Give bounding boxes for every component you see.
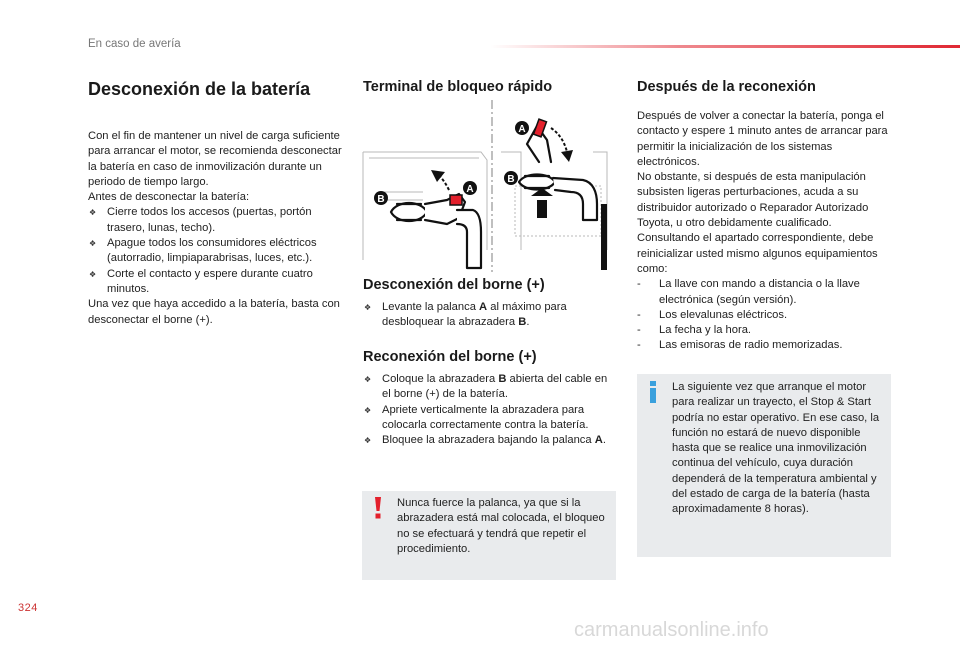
label-b-right: B: [507, 174, 515, 185]
info-text: La siguiente vez que arranque el motor para realizar un trayecto, el Stop & Start podría no estar operativo. En ese caso, la función no estará de nuevo disponible hasta que se realice una inmovilización continua del vehículo, cuya duración dependerá de la temperatura ambiental y del estado de carga de la batería (hasta aproximadamente 8 horas).: [672, 381, 880, 516]
page-number: 324: [18, 602, 38, 614]
list-item: [363, 372, 613, 403]
clamp-b-ref: B: [498, 373, 507, 385]
reinitialize-list: [637, 277, 894, 353]
paragraph: Consultando el apartado correspondiente, debe reinicializar usted mismo algunos equipamientos como:: [637, 232, 878, 275]
paragraph: Después de volver a conectar la batería, ponga el contacto y espere 1 minuto antes de arrancar para permitir la inicialización de los sistemas electrónicos.: [637, 110, 888, 168]
disconnect-steps: [363, 300, 613, 331]
reconnect-steps: [363, 372, 613, 448]
section-title: En caso de avería: [88, 38, 181, 50]
info-icon: [645, 380, 661, 404]
list-item: ❖ Apriete verticalmente la abrazadera para colocarla correctamente contra la batería.: [363, 403, 613, 434]
step-text: .: [602, 434, 606, 447]
label-a-left: A: [466, 184, 474, 195]
list-item: [363, 433, 613, 448]
terminal-title: Terminal de bloqueo rápido: [363, 79, 553, 95]
step-text: Bloquee la abrazadera bajando la palanca: [382, 434, 595, 447]
step-text: abierta del cable en el borne (+) de la batería.: [382, 373, 608, 401]
step-text: al máximo para desbloquear la abrazadera: [382, 301, 567, 329]
reconnect-title: Reconexión del borne (+): [363, 349, 537, 365]
list-item: ❖ Corte el contacto y espere durante cuatro minutos.: [88, 267, 350, 298]
after-reconnect-title: Después de la reconexión: [637, 79, 816, 95]
list-item: ❖ Apague todos los consumidores eléctricos (autorradio, limpiaparabrisas, luces, etc.).: [88, 236, 350, 267]
step-text: Coloque la abrazadera: [382, 373, 499, 385]
list-item: - La llave con mando a distancia o la llave electrónica (según versión).: [637, 277, 894, 308]
info-box: [637, 374, 891, 557]
header-rule: [490, 45, 960, 48]
list-item: [363, 300, 613, 331]
disconnect-title: Desconexión del borne (+): [363, 277, 545, 293]
watermark: carmanualsonline.info: [574, 619, 769, 641]
preparation-steps: [88, 205, 350, 297]
before-label: Antes de desconectar la batería:: [88, 191, 250, 204]
step-text: .: [526, 316, 530, 329]
main-title: Desconexión de la batería: [88, 79, 311, 99]
paragraph: No obstante, si después de esta manipulación subsisten ligeras perturbaciones, acuda a su distribuidor autorizado o Reparador Autorizado Toyota, u otro debidamente cualificado.: [637, 171, 869, 230]
lever-a-ref: A: [479, 301, 488, 313]
after-reconnect-column: [637, 109, 894, 354]
list-item: - Las emisoras de radio memorizadas.: [637, 338, 894, 353]
outro-paragraph: Una vez que haya accedido a la batería, basta con desconectar el borne (+).: [88, 298, 340, 326]
warning-text: Nunca fuerce la palanca, ya que si la abrazadera está mal colocada, el bloqueo no se efectuará y tendrá que repetir el procedimiento.: [397, 497, 605, 555]
list-item: - Los elevalunas eléctricos.: [637, 308, 894, 323]
step-text: Levante la palanca: [382, 301, 480, 313]
list-item: ❖ Cierre todos los accesos (puertas, portón trasero, lunas, techo).: [88, 205, 350, 236]
lever-a-ref: A: [594, 434, 603, 447]
warning-box: [362, 491, 616, 580]
label-a-right: A: [518, 124, 526, 135]
clamp-b-ref: B: [518, 316, 527, 329]
list-item: - La fecha y la hora.: [637, 323, 894, 338]
exclamation-icon: [370, 496, 386, 520]
intro-paragraph: Con el fin de mantener un nivel de carga suficiente para arrancar el motor, se recomienda desconectar la batería en caso de inmovilización durante un periodo de tiempo largo.: [88, 130, 342, 188]
label-b-left: B: [377, 194, 385, 205]
battery-terminal-illustration: [361, 100, 611, 272]
intro-column: [88, 129, 350, 328]
